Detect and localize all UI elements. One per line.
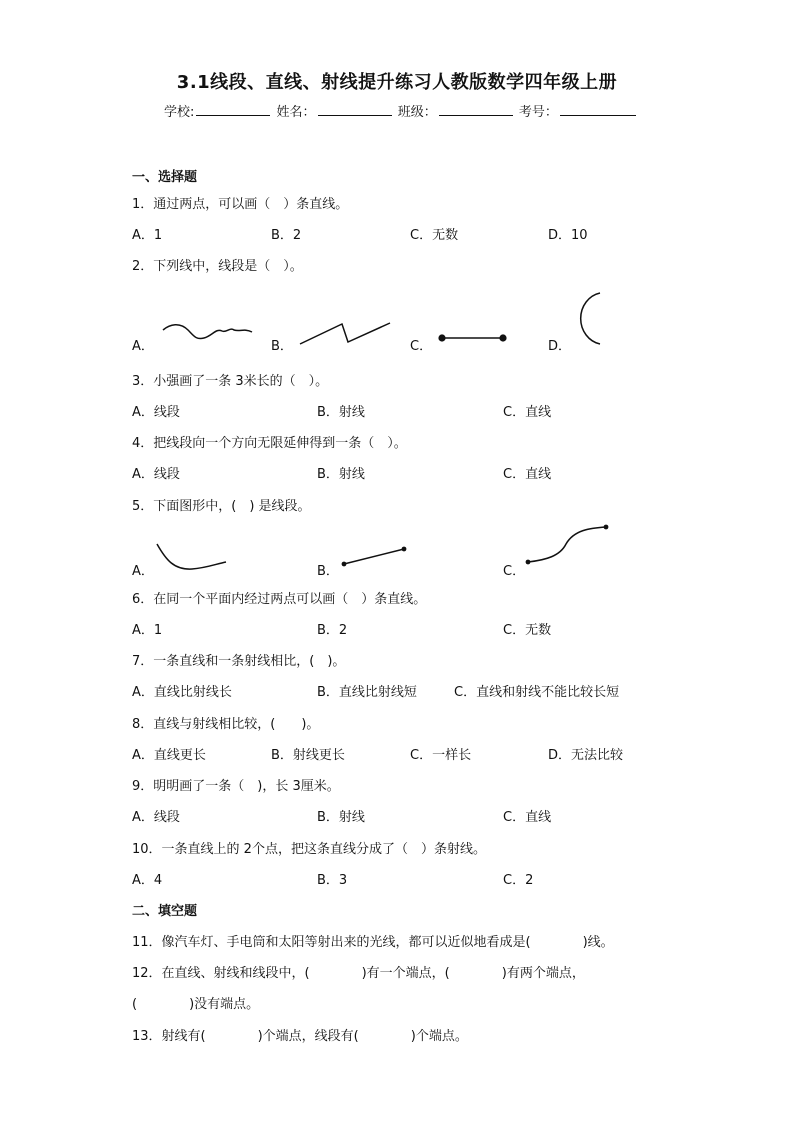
question-2-stem: 2．下列线中，线段是（ ）。 — [132, 259, 303, 274]
question-4-stem: 4．把线段向一个方向无限延伸得到一条（ ）。 — [132, 436, 407, 451]
arc-curve-figure — [576, 290, 606, 348]
question-1-option-b[interactable]: B．2 — [271, 228, 302, 243]
question-8-stem: 8．直线与射线相比较，( )。 — [132, 717, 320, 732]
curved-segment-figure — [524, 522, 612, 568]
question-10-option-c[interactable]: C．2 — [503, 873, 534, 888]
question-4-option-b[interactable]: B．射线 — [317, 467, 365, 482]
name-label: 姓名： — [276, 105, 316, 120]
school-label: 学校: — [164, 105, 195, 120]
wavy-line-figure — [160, 318, 256, 348]
page-title: 3.1线段、直线、射线提升练习人教版数学四年级上册 — [176, 72, 618, 93]
question-11-stem: 11．像汽车灯、手电筒和太阳等射出来的光线，都可以近似地看成是( )线。 — [132, 935, 614, 950]
exam-number-label: 考号： — [518, 105, 558, 120]
class-label: 班级： — [397, 105, 437, 120]
question-2-option-c[interactable]: C． — [410, 339, 433, 354]
question-1-option-d[interactable]: D．10 — [548, 228, 588, 243]
question-3-option-b[interactable]: B．射线 — [317, 405, 365, 420]
question-7-option-a[interactable]: A．直线比射线长 — [132, 685, 232, 700]
class-blank[interactable] — [439, 101, 513, 116]
question-9-option-a[interactable]: A．线段 — [132, 810, 180, 825]
question-5-option-a[interactable]: A． — [132, 564, 154, 579]
question-1-stem: 1．通过两点，可以画（ ）条直线。 — [132, 197, 349, 212]
question-2-option-d[interactable]: D． — [548, 339, 572, 354]
question-4-option-a[interactable]: A．线段 — [132, 467, 180, 482]
question-10-option-b[interactable]: B．3 — [317, 873, 348, 888]
question-9-option-c[interactable]: C．直线 — [503, 810, 552, 825]
question-3-option-c[interactable]: C．直线 — [503, 405, 552, 420]
question-4-option-c[interactable]: C．直线 — [503, 467, 552, 482]
name-blank[interactable] — [318, 101, 392, 116]
question-12-continuation: ( )没有端点。 — [132, 997, 260, 1012]
question-8-option-b[interactable]: B．射线更长 — [271, 748, 345, 763]
question-8-option-a[interactable]: A．直线更长 — [132, 748, 206, 763]
question-3-stem: 3．小强画了一条 3米长的（ ）。 — [132, 374, 329, 389]
question-6-stem: 6．在同一个平面内经过两点可以画（ ）条直线。 — [132, 592, 427, 607]
question-5-option-c[interactable]: C． — [503, 564, 526, 579]
question-9-option-b[interactable]: B．射线 — [317, 810, 365, 825]
question-6-option-c[interactable]: C．无数 — [503, 623, 552, 638]
question-5-option-b[interactable]: B． — [317, 564, 339, 579]
zigzag-line-figure — [298, 320, 394, 348]
question-7-option-c[interactable]: C．直线和射线不能比较长短 — [454, 685, 620, 700]
question-7-option-b[interactable]: B．直线比射线短 — [317, 685, 417, 700]
question-3-option-a[interactable]: A．线段 — [132, 405, 180, 420]
question-8-option-d[interactable]: D．无法比较 — [548, 748, 624, 763]
question-1-option-c[interactable]: C．无数 — [410, 228, 459, 243]
question-2-option-a[interactable]: A． — [132, 339, 154, 354]
segment-with-endpoints-figure — [339, 544, 411, 568]
question-9-stem: 9．明明画了一条（ )，长 3厘米。 — [132, 779, 340, 794]
question-10-stem: 10．一条直线上的 2个点，把这条直线分成了（ ）条射线。 — [132, 842, 486, 857]
question-7-stem: 7．一条直线和一条射线相比，( )。 — [132, 654, 346, 669]
question-1-option-a[interactable]: A．1 — [132, 228, 163, 243]
section-fill-heading: 二、填空题 — [132, 904, 198, 919]
curved-line-figure — [154, 540, 230, 574]
question-10-option-a[interactable]: A．4 — [132, 873, 163, 888]
question-8-option-c[interactable]: C．一样长 — [410, 748, 472, 763]
question-5-stem: 5．下面图形中，( ) 是线段。 — [132, 499, 311, 514]
question-6-option-b[interactable]: B．2 — [317, 623, 348, 638]
question-13-stem: 13．射线有( )个端点，线段有( )个端点。 — [132, 1029, 468, 1044]
line-segment-figure — [436, 332, 510, 344]
section-choice-heading: 一、选择题 — [132, 170, 198, 185]
school-blank[interactable] — [196, 101, 270, 116]
question-12-stem: 12．在直线、射线和线段中，( )有一个端点，( )有两个端点， — [132, 966, 585, 981]
student-info-line — [164, 101, 638, 120]
exam-number-blank[interactable] — [560, 101, 636, 116]
question-2-option-b[interactable]: B． — [271, 339, 293, 354]
question-6-option-a[interactable]: A．1 — [132, 623, 163, 638]
